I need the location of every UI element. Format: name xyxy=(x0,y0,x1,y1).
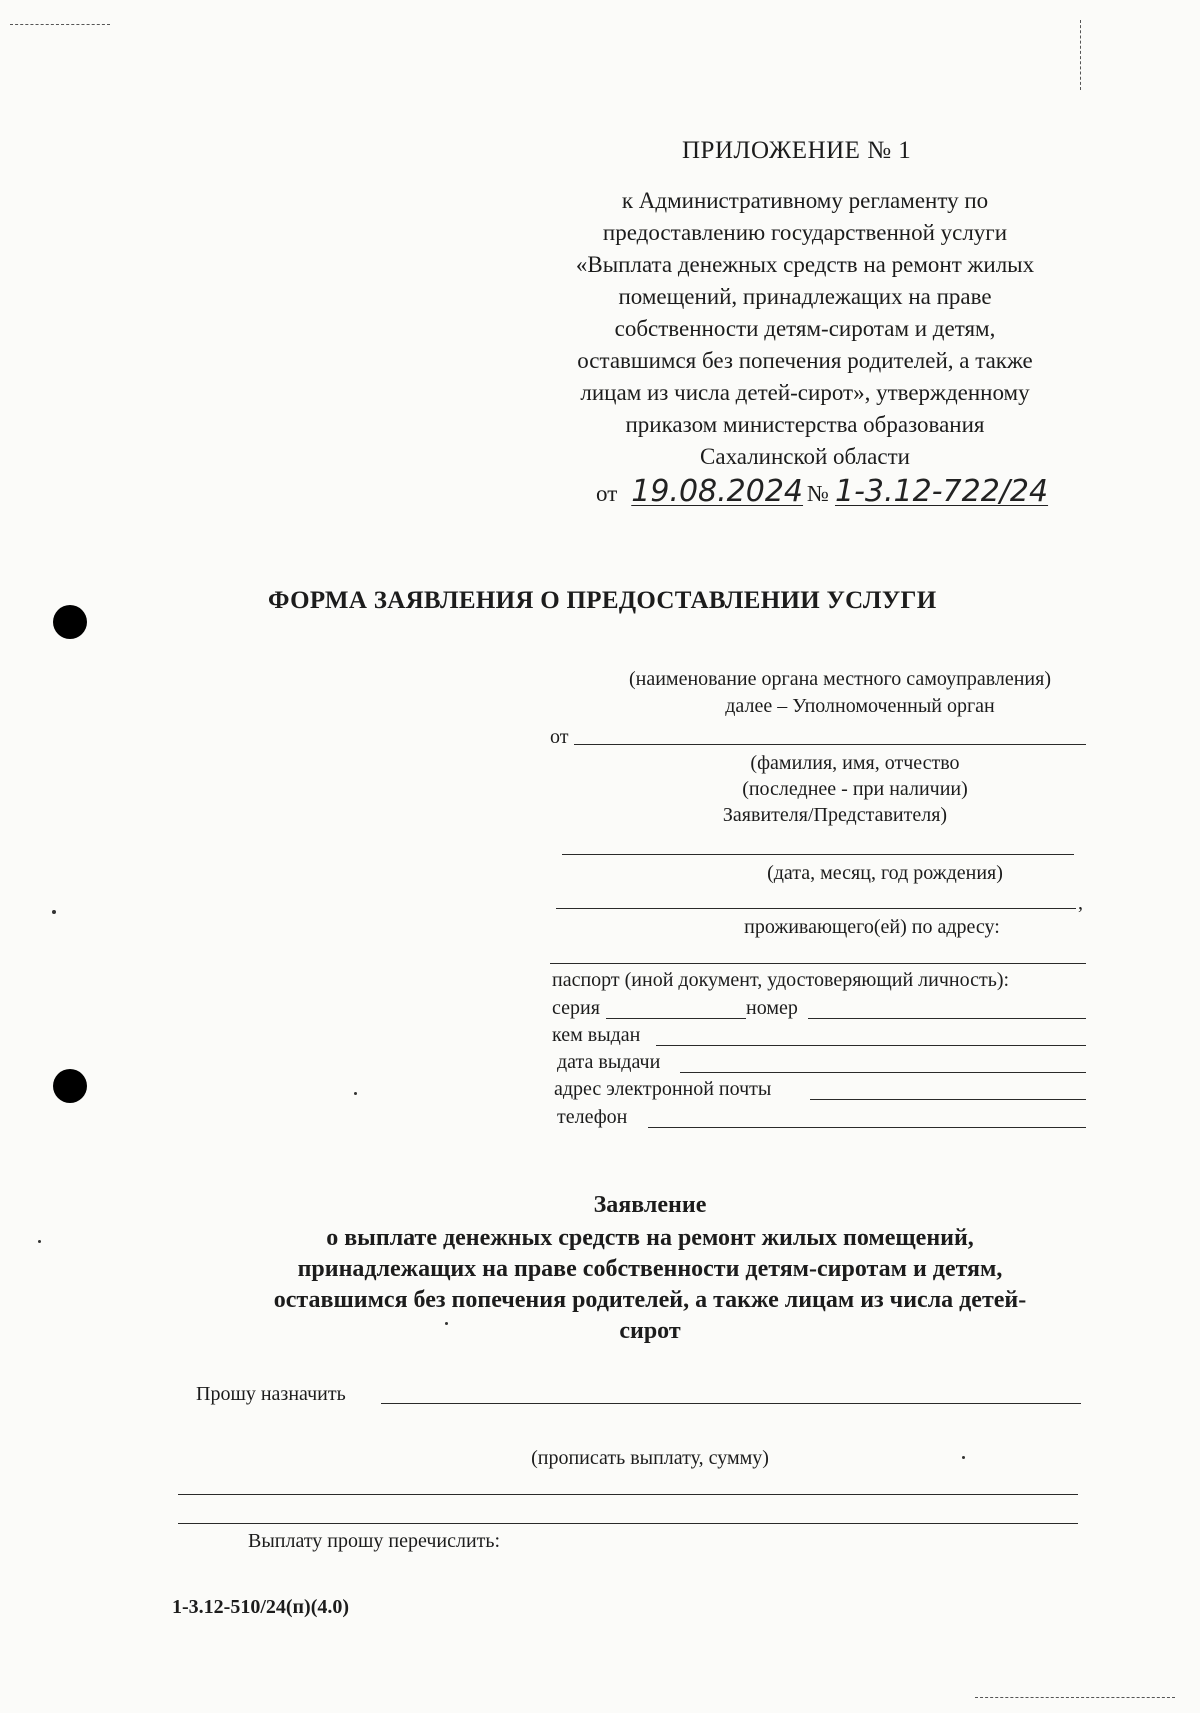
scan-speck xyxy=(52,910,56,914)
series-label: серия xyxy=(552,997,600,1019)
amount-caption: (прописать выплату, сумму) xyxy=(531,1447,769,1469)
scan-edge-mark xyxy=(10,24,110,25)
residence-field[interactable] xyxy=(556,908,1076,909)
email-label: адрес электронной почты xyxy=(554,1078,772,1100)
payment-detail-line[interactable] xyxy=(178,1523,1078,1524)
application-subtitle-line: о выплате денежных средств на ремонт жилых помещений, xyxy=(326,1225,974,1251)
name-caption: (фамилия, имя, отчество xyxy=(750,752,960,774)
scan-edge-mark xyxy=(975,1697,1175,1698)
applicant-name-field[interactable] xyxy=(574,744,1086,745)
birth-caption: (дата, месяц, год рождения) xyxy=(767,862,1003,884)
application-subtitle xyxy=(180,1223,1120,1347)
phone-field[interactable] xyxy=(648,1127,1086,1128)
application-subtitle-line: принадлежащих на праве собственности детям-сиротам и детям, xyxy=(297,1256,1003,1282)
annex-line: предоставлению государственной услуги xyxy=(602,220,1008,245)
annex-approval-text xyxy=(520,185,1090,473)
email-field[interactable] xyxy=(810,1099,1086,1100)
authority-note: далее – Уполномоченный орган xyxy=(725,695,995,717)
passport-series-field[interactable] xyxy=(606,1018,746,1019)
scan-speck xyxy=(38,1240,41,1243)
form-title: ФОРМА ЗАЯВЛЕНИЯ О ПРЕДОСТАВЛЕНИИ УСЛУГИ xyxy=(268,587,937,614)
annex-line: «Выплата денежных средств на ремонт жилых xyxy=(575,252,1035,277)
annex-line: оставшимся без попечения родителей, а также xyxy=(577,348,1033,373)
document-code: 1-3.12-510/24(п)(4.0) xyxy=(172,1596,350,1618)
payment-request-field[interactable] xyxy=(381,1403,1081,1404)
name-caption: (последнее - при наличии) xyxy=(742,778,968,800)
payment-detail-line[interactable] xyxy=(178,1494,1078,1495)
number-prefix: № xyxy=(807,481,829,506)
annex-line: приказом министерства образования xyxy=(625,412,985,437)
date-prefix: от xyxy=(596,481,618,506)
scan-edge-mark xyxy=(1080,20,1081,90)
request-label: Прошу назначить xyxy=(196,1383,346,1405)
punch-hole xyxy=(53,1069,87,1103)
annex-line: собственности детям-сиротам и детям, xyxy=(614,316,996,341)
handwritten-date: 19.08.2024 xyxy=(631,474,804,509)
annex-line: лицам из числа детей-сирот», утвержденному xyxy=(580,380,1030,405)
application-subtitle-line: сирот xyxy=(619,1318,681,1344)
name-caption: Заявителя/Представителя) xyxy=(722,804,948,826)
phone-label: телефон xyxy=(557,1106,628,1128)
application-subtitle-line: оставшимся без попечения родителей, а также лицам из числа детей- xyxy=(273,1287,1027,1313)
address-caption: проживающего(ей) по адресу: xyxy=(744,916,1000,938)
address-field[interactable] xyxy=(550,963,1086,964)
annex-line: Сахалинской области xyxy=(700,444,910,469)
passport-label: паспорт (иной документ, удостоверяющий личность): xyxy=(552,969,1010,991)
approval-date-row xyxy=(596,474,1048,509)
handwritten-order-number: 1-3.12-722/24 xyxy=(834,474,1049,509)
issued-by-label: кем выдан xyxy=(552,1024,641,1046)
birth-date-field[interactable] xyxy=(562,854,1074,855)
number-label: номер xyxy=(746,997,798,1019)
application-title: Заявление xyxy=(593,1192,707,1218)
comma-mark: , xyxy=(1078,892,1083,914)
scan-speck xyxy=(962,1456,965,1459)
issued-by-field[interactable] xyxy=(656,1045,1086,1046)
annex-title: ПРИЛОЖЕНИЕ № 1 xyxy=(682,137,912,164)
transfer-label: Выплату прошу перечислить: xyxy=(248,1530,501,1552)
issue-date-label: дата выдачи xyxy=(557,1051,661,1073)
passport-number-field[interactable] xyxy=(808,1018,1086,1019)
annex-line: к Административному регламенту по xyxy=(621,188,989,213)
authority-caption: (наименование органа местного самоуправления) xyxy=(628,668,1051,690)
punch-hole xyxy=(53,605,87,639)
issue-date-field[interactable] xyxy=(680,1072,1086,1073)
from-label: от xyxy=(550,726,569,748)
annex-line: помещений, принадлежащих на праве xyxy=(618,284,992,309)
scan-speck xyxy=(354,1092,357,1095)
